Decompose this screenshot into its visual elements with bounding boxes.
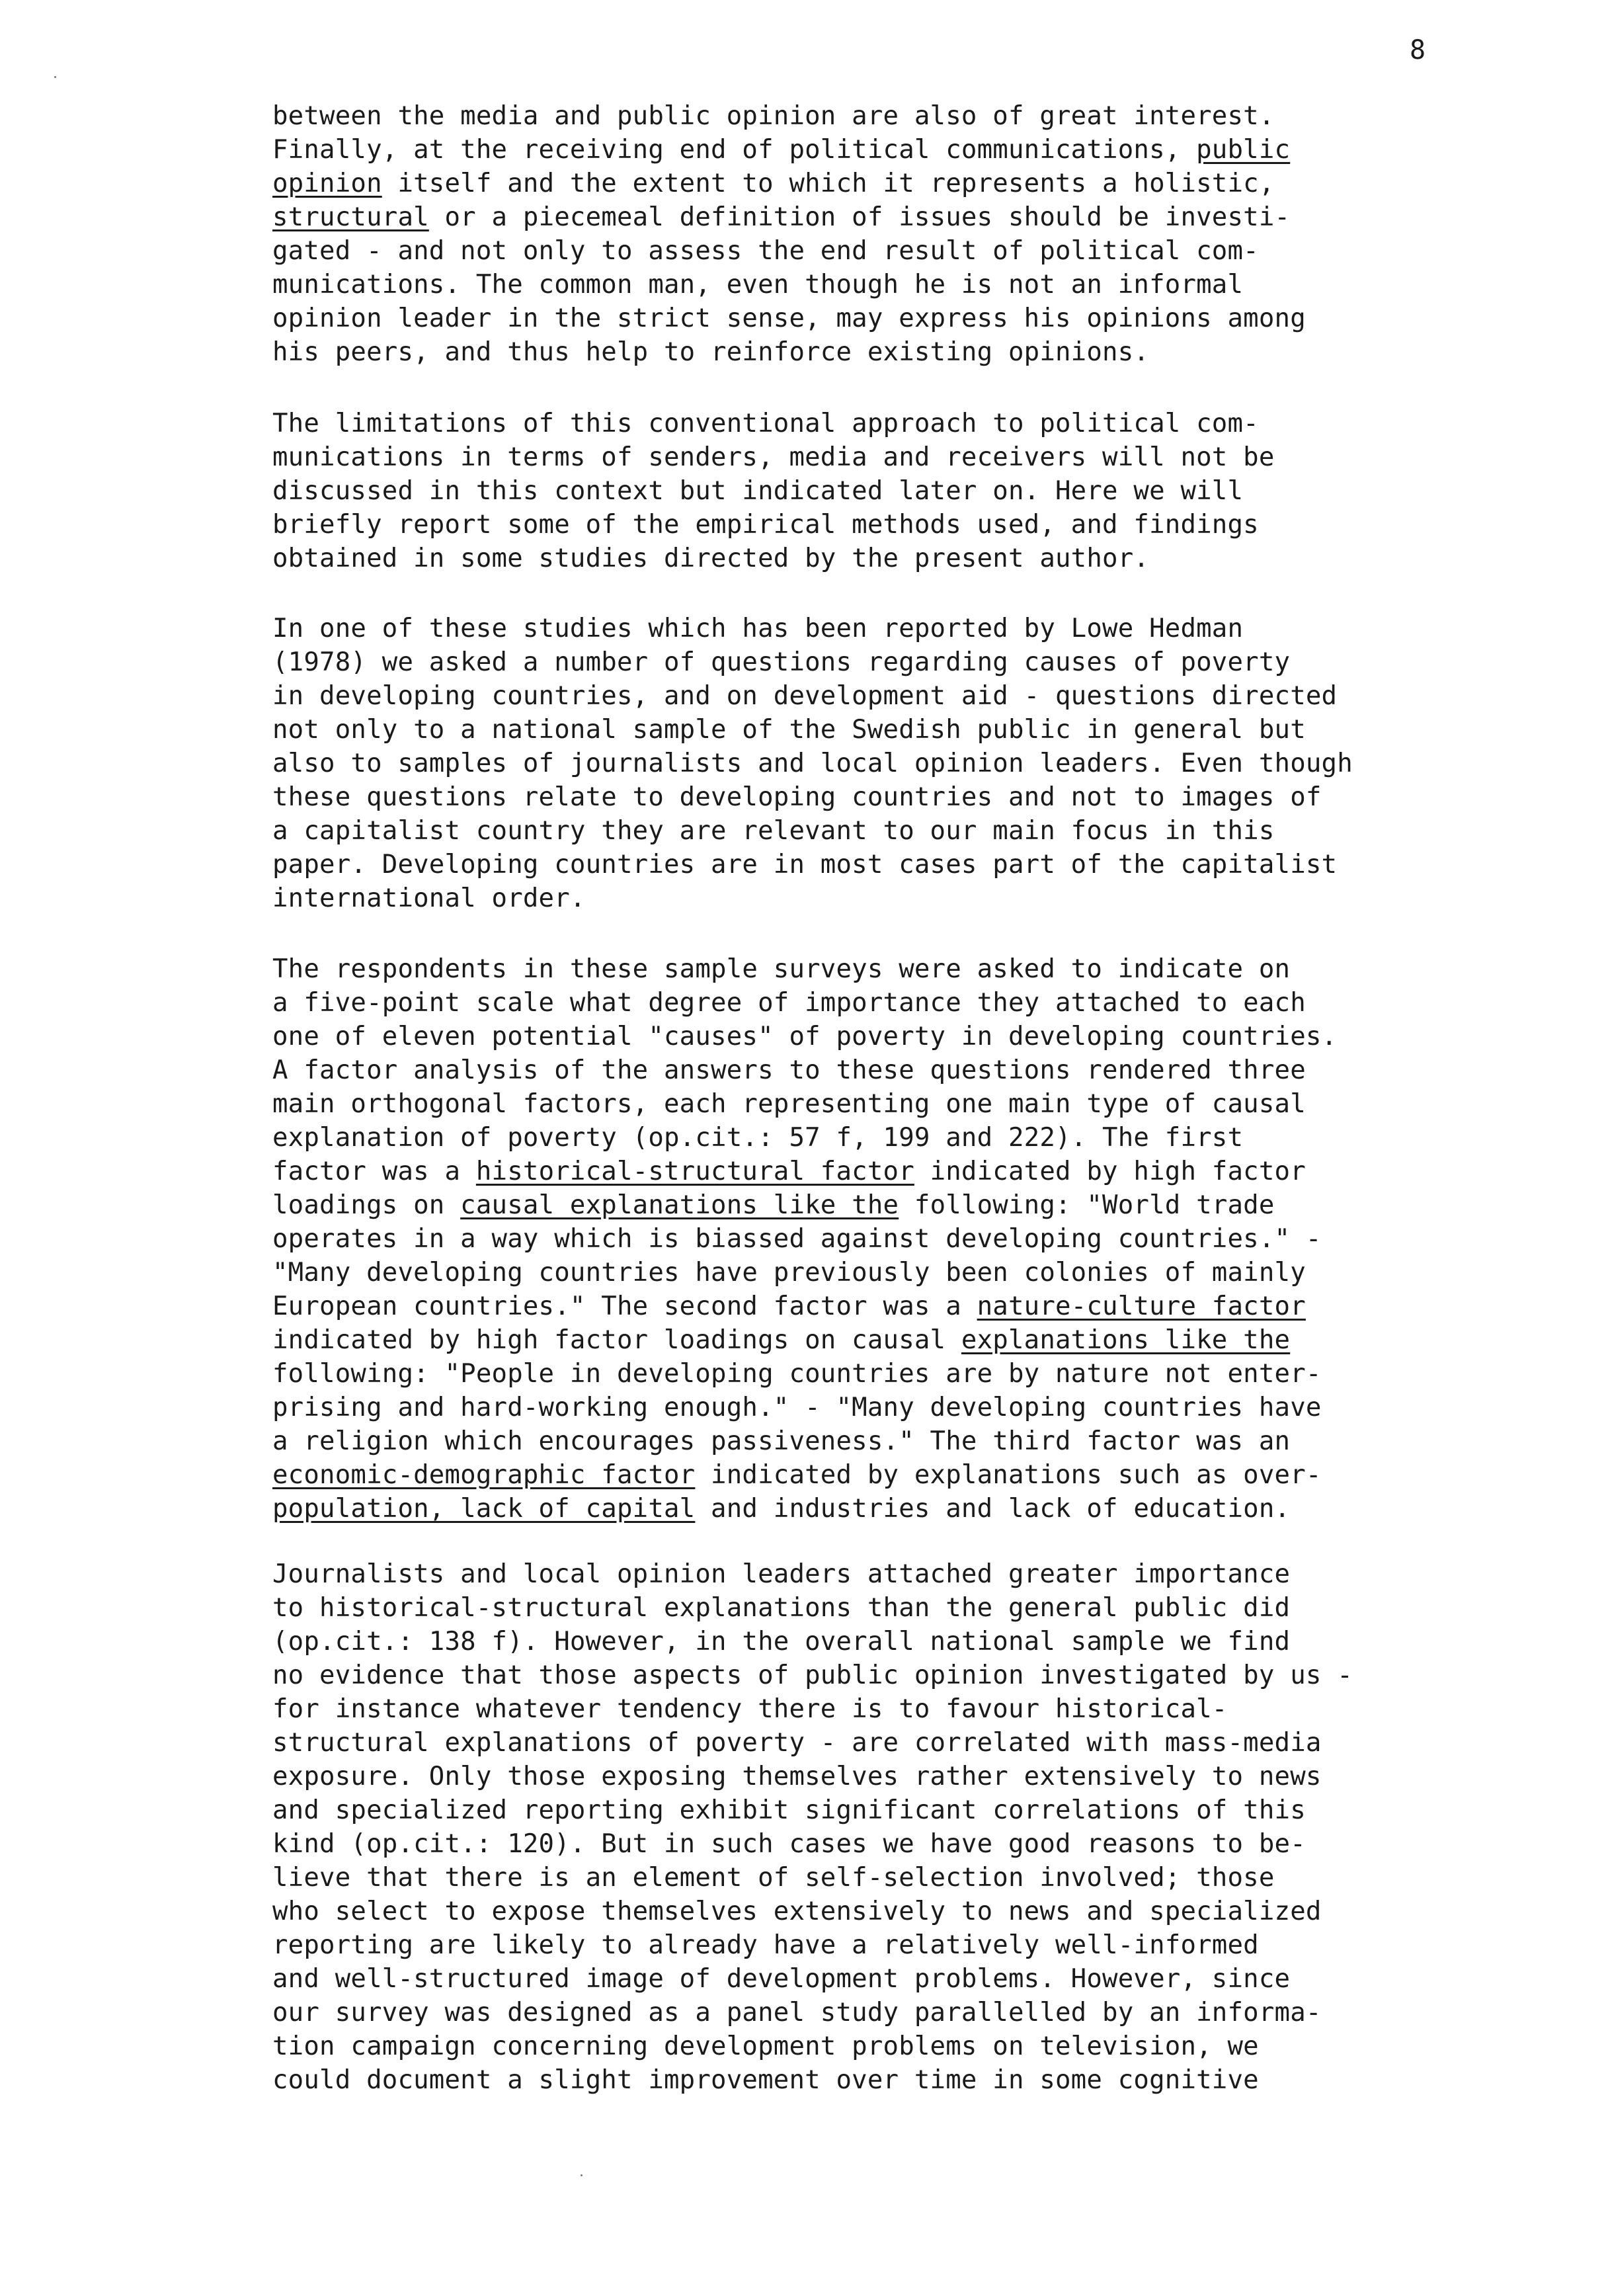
paragraph-5 [272, 1557, 1353, 2097]
text-line: prising and hard-working enough." - "Many developing countries have [272, 1393, 1322, 1422]
text-line: exposure. Only those exposing themselves rather extensively to news [272, 1762, 1322, 1791]
text-line: could document a slight improvement over time in some cognitive [272, 2065, 1259, 2095]
text-line: operates in a way which is biassed against developing countries." - [272, 1224, 1322, 1254]
text-line: in developing countries, and on development aid - questions directed [272, 681, 1338, 711]
text-line: who select to expose themselves extensively to news and specialized [272, 1897, 1322, 1926]
text-line: indicated by high factor loadings on causal explanations like the [272, 1325, 1291, 1355]
text-line: obtained in some studies directed by the present author. [272, 544, 1150, 573]
text-line: our survey was designed as a panel study parallelled by an informa- [272, 1998, 1322, 2028]
underlined-term: population, lack of capital [272, 1494, 696, 1524]
text-line: tion campaign concerning development problems on television, we [272, 2031, 1259, 2061]
text-line: and well-structured image of development problems. However, since [272, 1964, 1291, 1994]
underlined-term: opinion [272, 169, 382, 198]
text-line: In one of these studies which has been reported by Lowe Hedman [272, 614, 1244, 643]
text-line: a capitalist country they are relevant to our main focus in this [272, 816, 1275, 846]
text-line: paper. Developing countries are in most cases part of the capitalist [272, 850, 1338, 880]
underlined-term: explanations like the [961, 1325, 1291, 1355]
text-line: Journalists and local opinion leaders attached greater importance [272, 1559, 1291, 1589]
text-line: opinion leader in the strict sense, may express his opinions among [272, 304, 1306, 333]
underlined-term: public [1196, 135, 1291, 165]
text-line: these questions relate to developing countries and not to images of [272, 782, 1322, 812]
underlined-term: structural [272, 202, 429, 232]
page-number: 8 [1410, 35, 1426, 65]
text-line: The respondents in these sample surveys were asked to indicate on [272, 954, 1291, 984]
text-line: briefly report some of the empirical methods used, and findings [272, 510, 1259, 540]
text-line: explanation of poverty (op.cit.: 57 f, 199 and 222). The first [272, 1123, 1244, 1153]
text-line: reporting are likely to already have a relatively well-informed [272, 1930, 1259, 1960]
text-line: his peers, and thus help to reinforce existing opinions. [272, 337, 1150, 367]
text-line: a five-point scale what degree of importance they attached to each [272, 988, 1306, 1018]
underlined-term: economic-demographic factor [272, 1460, 696, 1490]
underlined-term: nature-culture factor [977, 1292, 1306, 1321]
text-line: (1978) we asked a number of questions regarding causes of poverty [272, 647, 1291, 677]
text-line: main orthogonal factors, each representing one main type of causal [272, 1089, 1306, 1119]
text-line: munications in terms of senders, media and receivers will not be [272, 442, 1275, 472]
text-line: kind (op.cit.: 120). But in such cases we have good reasons to be- [272, 1829, 1306, 1859]
text-line: economic-demographic factor indicated by explanations such as over- [272, 1460, 1322, 1490]
text-line: (op.cit.: 138 f). However, in the overall national sample we find [272, 1627, 1291, 1657]
text-line: lieve that there is an element of self-selection involved; those [272, 1863, 1275, 1893]
underlined-term: causal explanations like the [460, 1190, 899, 1220]
text-line: population, lack of capital and industries and lack of education. [272, 1494, 1291, 1524]
text-line: no evidence that those aspects of public opinion investigated by us - [272, 1660, 1353, 1690]
text-line: factor was a historical-structural factor indicated by high factor [272, 1157, 1306, 1186]
text-line: structural explanations of poverty - are correlated with mass-media [272, 1728, 1322, 1758]
text-line: The limitations of this conventional approach to political com- [272, 409, 1259, 438]
paragraph-3 [272, 612, 1353, 915]
paragraph-1 [272, 99, 1306, 369]
scan-speck [54, 76, 56, 78]
text-line: munications. The common man, even though he is not an informal [272, 270, 1244, 300]
underlined-term: historical-structural factor [475, 1157, 914, 1186]
text-line: Finally, at the receiving end of political communications, public [272, 135, 1291, 165]
text-line: one of eleven potential "causes" of poverty in developing countries. [272, 1022, 1338, 1051]
text-line: loadings on causal explanations like the following: "World trade [272, 1190, 1275, 1220]
text-line: A factor analysis of the answers to these questions rendered three [272, 1055, 1306, 1085]
text-line: gated - and not only to assess the end result of political com- [272, 236, 1259, 266]
text-line: opinion itself and the extent to which it represents a holistic, [272, 169, 1275, 198]
text-line: to historical-structural explanations than the general public did [272, 1593, 1291, 1623]
text-line: for instance whatever tendency there is to favour historical- [272, 1694, 1228, 1724]
scan-speck [581, 2174, 583, 2176]
paragraph-4 [272, 952, 1337, 1526]
text-line: not only to a national sample of the Swedish public in general but [272, 715, 1306, 745]
text-line: a religion which encourages passiveness." The third factor was an [272, 1426, 1291, 1456]
text-line: and specialized reporting exhibit significant correlations of this [272, 1795, 1306, 1825]
text-line: also to samples of journalists and local opinion leaders. Even though [272, 749, 1353, 778]
text-line: between the media and public opinion are also of great interest. [272, 101, 1275, 131]
text-line: "Many developing countries have previously been colonies of mainly [272, 1258, 1306, 1288]
text-line: discussed in this context but indicated later on. Here we will [272, 476, 1244, 506]
text-line: structural or a piecemeal definition of issues should be investi- [272, 202, 1291, 232]
text-line: European countries." The second factor was a nature-culture factor [272, 1292, 1306, 1321]
text-line: international order. [272, 883, 586, 913]
text-line: following: "People in developing countries are by nature not enter- [272, 1359, 1322, 1389]
paragraph-2 [272, 407, 1275, 575]
